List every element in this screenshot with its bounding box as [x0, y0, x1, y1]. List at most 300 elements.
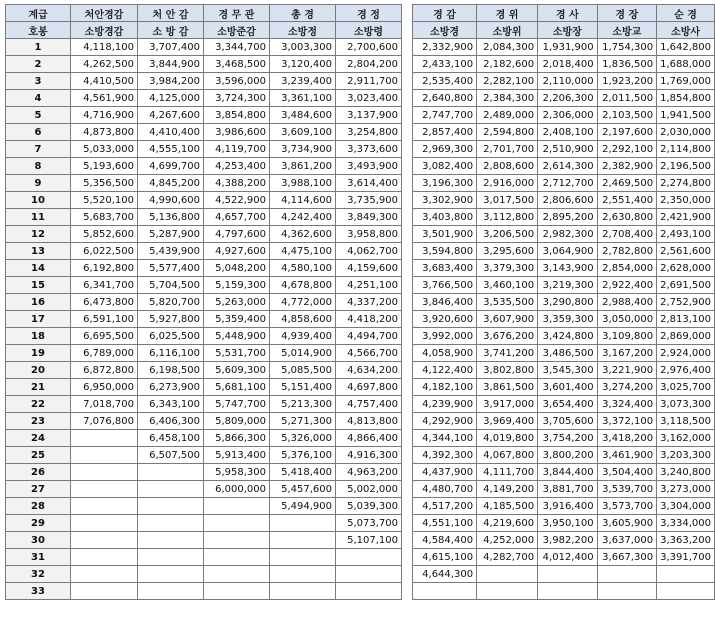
salary-cell: 3,596,000 — [204, 73, 270, 90]
salary-cell — [336, 549, 402, 566]
salary-cell: 5,852,600 — [71, 226, 138, 243]
salary-cell: 5,002,000 — [336, 481, 402, 498]
column-header: 소 방 감 — [138, 22, 204, 39]
salary-cell: 3,118,500 — [657, 413, 715, 430]
salary-cell: 3,240,800 — [657, 464, 715, 481]
salary-cell: 4,185,500 — [477, 498, 538, 515]
step-number-cell: 17 — [6, 311, 71, 328]
salary-cell — [413, 583, 477, 600]
salary-cell: 6,872,800 — [71, 362, 138, 379]
salary-cell — [270, 532, 336, 549]
salary-cell: 3,754,200 — [538, 430, 598, 447]
salary-cell: 3,854,800 — [204, 107, 270, 124]
salary-cell: 4,697,800 — [336, 379, 402, 396]
salary-cell: 4,149,200 — [477, 481, 538, 498]
table-row — [6, 481, 402, 498]
salary-cell: 3,273,000 — [657, 481, 715, 498]
salary-cell: 4,282,700 — [477, 549, 538, 566]
table-row — [413, 464, 715, 481]
salary-cell: 5,085,500 — [270, 362, 336, 379]
salary-cell — [597, 566, 657, 583]
salary-cell: 3,460,100 — [477, 277, 538, 294]
step-number-cell: 12 — [6, 226, 71, 243]
column-header: 경 위 — [477, 5, 538, 22]
salary-cell: 4,267,600 — [138, 107, 204, 124]
column-header: 소방교 — [597, 22, 657, 39]
table-row — [6, 532, 402, 549]
salary-cell: 4,111,700 — [477, 464, 538, 481]
salary-cell: 3,844,400 — [538, 464, 598, 481]
salary-cell: 6,000,000 — [204, 481, 270, 498]
salary-cell — [138, 566, 204, 583]
salary-cell: 5,747,700 — [204, 396, 270, 413]
salary-cell: 2,282,100 — [477, 73, 538, 90]
salary-cell — [71, 515, 138, 532]
table-row — [413, 158, 715, 175]
salary-cell: 1,688,000 — [657, 56, 715, 73]
salary-cell: 3,984,200 — [138, 73, 204, 90]
salary-cell: 2,206,300 — [538, 90, 598, 107]
salary-cell: 5,439,900 — [138, 243, 204, 260]
salary-cell: 3,982,200 — [538, 532, 598, 549]
salary-cell: 5,531,700 — [204, 345, 270, 362]
table-row — [6, 243, 402, 260]
salary-cell: 4,797,600 — [204, 226, 270, 243]
table-row — [413, 345, 715, 362]
table-row — [413, 328, 715, 345]
salary-cell: 6,473,800 — [71, 294, 138, 311]
table-row — [6, 583, 402, 600]
salary-cell: 2,752,900 — [657, 294, 715, 311]
salary-cell: 4,410,400 — [138, 124, 204, 141]
column-header: 소방령 — [336, 22, 402, 39]
salary-cell: 2,084,300 — [477, 39, 538, 56]
salary-cell: 5,213,300 — [270, 396, 336, 413]
salary-cell: 2,421,900 — [657, 209, 715, 226]
step-number-cell: 24 — [6, 430, 71, 447]
salary-cell: 3,295,600 — [477, 243, 538, 260]
salary-table-left — [5, 4, 402, 600]
step-number-cell: 18 — [6, 328, 71, 345]
salary-cell: 5,039,300 — [336, 498, 402, 515]
salary-cell: 2,382,900 — [597, 158, 657, 175]
salary-cell: 3,504,400 — [597, 464, 657, 481]
salary-cell: 5,958,300 — [204, 464, 270, 481]
salary-cell: 4,494,700 — [336, 328, 402, 345]
step-number-cell: 6 — [6, 124, 71, 141]
salary-cell: 3,137,900 — [336, 107, 402, 124]
salary-cell: 2,854,000 — [597, 260, 657, 277]
salary-cell: 5,809,000 — [204, 413, 270, 430]
salary-cell: 2,922,400 — [597, 277, 657, 294]
salary-cell: 4,561,900 — [71, 90, 138, 107]
salary-cell: 3,003,300 — [270, 39, 336, 56]
column-header: 총 경 — [270, 5, 336, 22]
salary-cell: 3,846,400 — [413, 294, 477, 311]
table-row — [413, 532, 715, 549]
salary-cell: 2,030,000 — [657, 124, 715, 141]
salary-cell: 3,535,500 — [477, 294, 538, 311]
salary-cell: 3,239,400 — [270, 73, 336, 90]
salary-cell: 4,858,600 — [270, 311, 336, 328]
salary-cell: 3,881,700 — [538, 481, 598, 498]
salary-cell: 6,192,800 — [71, 260, 138, 277]
salary-cell: 5,376,100 — [270, 447, 336, 464]
salary-cell: 3,361,100 — [270, 90, 336, 107]
salary-cell: 3,064,900 — [538, 243, 598, 260]
salary-cell: 2,747,700 — [413, 107, 477, 124]
table-row — [413, 311, 715, 328]
salary-cell: 2,332,900 — [413, 39, 477, 56]
table-row — [6, 124, 402, 141]
salary-cell: 6,343,100 — [138, 396, 204, 413]
salary-cell: 5,356,500 — [71, 175, 138, 192]
salary-cell: 6,406,300 — [138, 413, 204, 430]
salary-cell: 4,239,900 — [413, 396, 477, 413]
step-number-cell: 15 — [6, 277, 71, 294]
salary-cell — [477, 583, 538, 600]
header-row — [413, 22, 715, 39]
salary-cell: 4,990,600 — [138, 192, 204, 209]
salary-cell: 4,716,900 — [71, 107, 138, 124]
table-row — [413, 566, 715, 583]
salary-cell: 4,337,200 — [336, 294, 402, 311]
table-row — [413, 515, 715, 532]
salary-cell: 2,018,400 — [538, 56, 598, 73]
step-number-cell: 30 — [6, 532, 71, 549]
salary-cell: 6,198,500 — [138, 362, 204, 379]
salary-cell — [204, 583, 270, 600]
salary-cell: 4,757,400 — [336, 396, 402, 413]
salary-cell: 5,107,100 — [336, 532, 402, 549]
salary-cell: 3,539,700 — [597, 481, 657, 498]
salary-cell: 3,950,100 — [538, 515, 598, 532]
salary-cell: 2,350,000 — [657, 192, 715, 209]
step-number-cell: 3 — [6, 73, 71, 90]
salary-cell: 4,963,200 — [336, 464, 402, 481]
column-header: 경 정 — [336, 5, 402, 22]
step-number-cell: 20 — [6, 362, 71, 379]
salary-cell: 4,615,100 — [413, 549, 477, 566]
salary-cell: 3,802,800 — [477, 362, 538, 379]
salary-cell: 3,614,400 — [336, 175, 402, 192]
salary-cell: 3,050,000 — [597, 311, 657, 328]
salary-cell: 3,206,500 — [477, 226, 538, 243]
salary-cell: 2,988,400 — [597, 294, 657, 311]
salary-cell: 1,941,500 — [657, 107, 715, 124]
salary-cell: 2,614,300 — [538, 158, 598, 175]
salary-cell: 3,304,000 — [657, 498, 715, 515]
table-row — [6, 396, 402, 413]
salary-cell: 5,263,000 — [204, 294, 270, 311]
table-row — [6, 328, 402, 345]
salary-cell: 3,274,200 — [597, 379, 657, 396]
salary-cell: 5,820,700 — [138, 294, 204, 311]
salary-cell: 3,334,000 — [657, 515, 715, 532]
salary-cell — [204, 515, 270, 532]
salary-cell: 5,151,400 — [270, 379, 336, 396]
salary-cell: 3,167,200 — [597, 345, 657, 362]
table-row — [6, 379, 402, 396]
table-row — [6, 413, 402, 430]
salary-cell: 2,806,600 — [538, 192, 598, 209]
table-row — [413, 39, 715, 56]
salary-cell — [204, 498, 270, 515]
salary-cell: 5,457,600 — [270, 481, 336, 498]
table-row — [6, 498, 402, 515]
table-row — [6, 345, 402, 362]
salary-cell: 3,359,300 — [538, 311, 598, 328]
salary-cell — [270, 515, 336, 532]
salary-cell — [657, 566, 715, 583]
table-row — [6, 192, 402, 209]
salary-cell: 3,573,700 — [597, 498, 657, 515]
salary-cell — [270, 549, 336, 566]
table-row — [6, 277, 402, 294]
column-header: 경 장 — [597, 5, 657, 22]
salary-cell — [71, 447, 138, 464]
step-number-cell: 31 — [6, 549, 71, 566]
salary-cell: 3,418,200 — [597, 430, 657, 447]
salary-cell: 4,392,300 — [413, 447, 477, 464]
salary-cell — [71, 430, 138, 447]
salary-cell: 5,033,000 — [71, 141, 138, 158]
table-row — [413, 260, 715, 277]
salary-cell: 3,844,900 — [138, 56, 204, 73]
table-row — [6, 464, 402, 481]
step-number-cell: 5 — [6, 107, 71, 124]
salary-cell — [538, 566, 598, 583]
step-number-cell: 25 — [6, 447, 71, 464]
step-number-cell: 33 — [6, 583, 71, 600]
salary-cell: 5,683,700 — [71, 209, 138, 226]
column-header: 경 무 관 — [204, 5, 270, 22]
salary-cell: 2,708,400 — [597, 226, 657, 243]
table-row — [413, 175, 715, 192]
salary-cell: 3,221,900 — [597, 362, 657, 379]
table-row — [413, 498, 715, 515]
table-row — [6, 158, 402, 175]
salary-cell: 3,916,400 — [538, 498, 598, 515]
salary-cell — [71, 549, 138, 566]
salary-cell: 3,917,000 — [477, 396, 538, 413]
salary-cell: 5,681,100 — [204, 379, 270, 396]
salary-cell: 3,373,600 — [336, 141, 402, 158]
salary-cell: 6,458,100 — [138, 430, 204, 447]
step-number-cell: 11 — [6, 209, 71, 226]
step-number-cell: 10 — [6, 192, 71, 209]
salary-cell: 5,609,300 — [204, 362, 270, 379]
salary-cell: 3,109,800 — [597, 328, 657, 345]
salary-cell: 4,845,200 — [138, 175, 204, 192]
salary-cell: 4,019,800 — [477, 430, 538, 447]
salary-cell: 4,772,000 — [270, 294, 336, 311]
table-row — [413, 90, 715, 107]
table-row — [413, 56, 715, 73]
salary-cell: 4,522,900 — [204, 192, 270, 209]
salary-cell: 3,667,300 — [597, 549, 657, 566]
salary-table-right — [412, 4, 715, 600]
salary-cell — [138, 481, 204, 498]
salary-cell: 2,782,800 — [597, 243, 657, 260]
step-number-cell: 27 — [6, 481, 71, 498]
salary-cell: 4,939,400 — [270, 328, 336, 345]
salary-cell: 4,118,100 — [71, 39, 138, 56]
table-row — [413, 549, 715, 566]
salary-cell: 2,469,500 — [597, 175, 657, 192]
column-header: 소방사 — [657, 22, 715, 39]
column-header: 소방준감 — [204, 22, 270, 39]
step-number-cell: 7 — [6, 141, 71, 158]
salary-cell — [657, 583, 715, 600]
salary-cell: 2,408,100 — [538, 124, 598, 141]
salary-cell: 3,958,800 — [336, 226, 402, 243]
salary-cell: 2,182,600 — [477, 56, 538, 73]
salary-cell: 2,561,600 — [657, 243, 715, 260]
salary-cell — [270, 566, 336, 583]
salary-cell: 1,769,000 — [657, 73, 715, 90]
salary-cell — [538, 583, 598, 600]
salary-cell: 2,274,800 — [657, 175, 715, 192]
salary-cell: 4,580,100 — [270, 260, 336, 277]
salary-cell: 3,601,400 — [538, 379, 598, 396]
salary-cell: 3,120,400 — [270, 56, 336, 73]
salary-cell: 3,082,400 — [413, 158, 477, 175]
salary-cell: 4,813,800 — [336, 413, 402, 430]
table-row — [6, 56, 402, 73]
salary-cell: 4,410,500 — [71, 73, 138, 90]
salary-cell: 3,766,500 — [413, 277, 477, 294]
salary-cell: 2,701,700 — [477, 141, 538, 158]
table-row — [6, 430, 402, 447]
table-row — [413, 209, 715, 226]
table-row — [413, 413, 715, 430]
salary-cell: 6,025,500 — [138, 328, 204, 345]
salary-cell: 2,808,600 — [477, 158, 538, 175]
salary-cell: 4,566,700 — [336, 345, 402, 362]
salary-cell: 4,873,800 — [71, 124, 138, 141]
step-number-cell: 2 — [6, 56, 71, 73]
salary-cell: 3,363,200 — [657, 532, 715, 549]
salary-cell: 3,403,800 — [413, 209, 477, 226]
salary-cell: 4,584,400 — [413, 532, 477, 549]
salary-cell: 4,125,000 — [138, 90, 204, 107]
salary-cell: 6,507,500 — [138, 447, 204, 464]
salary-cell: 6,950,000 — [71, 379, 138, 396]
salary-cell: 7,018,700 — [71, 396, 138, 413]
salary-cell: 4,657,700 — [204, 209, 270, 226]
salary-cell: 3,545,300 — [538, 362, 598, 379]
salary-cell: 5,448,900 — [204, 328, 270, 345]
salary-cell: 6,591,100 — [71, 311, 138, 328]
salary-cell: 4,251,100 — [336, 277, 402, 294]
salary-cell: 2,813,100 — [657, 311, 715, 328]
salary-cell: 4,159,600 — [336, 260, 402, 277]
salary-cell: 3,324,400 — [597, 396, 657, 413]
step-number-cell: 8 — [6, 158, 71, 175]
step-number-cell: 29 — [6, 515, 71, 532]
step-number-cell: 1 — [6, 39, 71, 56]
column-header: 경 사 — [538, 5, 598, 22]
salary-cell: 5,577,400 — [138, 260, 204, 277]
step-number-cell: 23 — [6, 413, 71, 430]
salary-cell — [71, 498, 138, 515]
salary-cell: 3,196,300 — [413, 175, 477, 192]
salary-cell: 4,182,100 — [413, 379, 477, 396]
salary-cell: 2,114,800 — [657, 141, 715, 158]
salary-cell: 5,014,900 — [270, 345, 336, 362]
column-header: 호봉 — [6, 22, 71, 39]
step-number-cell: 28 — [6, 498, 71, 515]
salary-cell — [204, 532, 270, 549]
salary-cell: 4,517,200 — [413, 498, 477, 515]
column-header: 소방정 — [270, 22, 336, 39]
step-number-cell: 26 — [6, 464, 71, 481]
table-row — [6, 39, 402, 56]
salary-cell: 4,927,600 — [204, 243, 270, 260]
salary-cell — [204, 549, 270, 566]
salary-cell: 3,724,300 — [204, 90, 270, 107]
salary-cell: 3,849,300 — [336, 209, 402, 226]
table-row — [6, 141, 402, 158]
salary-cell: 2,306,000 — [538, 107, 598, 124]
column-header: 소방경 — [413, 22, 477, 39]
salary-cell: 6,273,900 — [138, 379, 204, 396]
table-row — [6, 107, 402, 124]
salary-cell: 2,551,400 — [597, 192, 657, 209]
table-row — [6, 311, 402, 328]
table-row — [6, 362, 402, 379]
salary-cell: 2,628,000 — [657, 260, 715, 277]
salary-cell: 2,916,000 — [477, 175, 538, 192]
salary-cell: 3,637,000 — [597, 532, 657, 549]
salary-cell: 4,252,000 — [477, 532, 538, 549]
salary-cell: 5,326,000 — [270, 430, 336, 447]
salary-cell: 1,854,800 — [657, 90, 715, 107]
salary-cell: 3,741,200 — [477, 345, 538, 362]
salary-cell: 5,418,400 — [270, 464, 336, 481]
column-header: 순 경 — [657, 5, 715, 22]
salary-cell: 2,489,000 — [477, 107, 538, 124]
table-row — [413, 124, 715, 141]
table-row — [413, 141, 715, 158]
salary-cell: 2,535,400 — [413, 73, 477, 90]
salary-cell: 3,486,500 — [538, 345, 598, 362]
salary-cell: 7,076,800 — [71, 413, 138, 430]
salary-cell: 3,707,400 — [138, 39, 204, 56]
column-header: 처안경감 — [71, 5, 138, 22]
salary-cell: 3,424,800 — [538, 328, 598, 345]
salary-cell: 2,630,800 — [597, 209, 657, 226]
header-row — [6, 22, 402, 39]
salary-cell: 5,159,300 — [204, 277, 270, 294]
salary-cell: 6,116,100 — [138, 345, 204, 362]
salary-cell: 4,012,400 — [538, 549, 598, 566]
step-number-cell: 4 — [6, 90, 71, 107]
salary-cell: 3,992,000 — [413, 328, 477, 345]
salary-cell: 3,705,600 — [538, 413, 598, 430]
salary-cell: 3,162,000 — [657, 430, 715, 447]
salary-cell: 3,986,600 — [204, 124, 270, 141]
salary-cell: 3,219,300 — [538, 277, 598, 294]
salary-cell — [597, 583, 657, 600]
table-row — [413, 107, 715, 124]
header-row — [413, 5, 715, 22]
salary-cell: 5,494,900 — [270, 498, 336, 515]
table-row — [6, 515, 402, 532]
salary-cell: 4,253,400 — [204, 158, 270, 175]
salary-cell — [204, 566, 270, 583]
